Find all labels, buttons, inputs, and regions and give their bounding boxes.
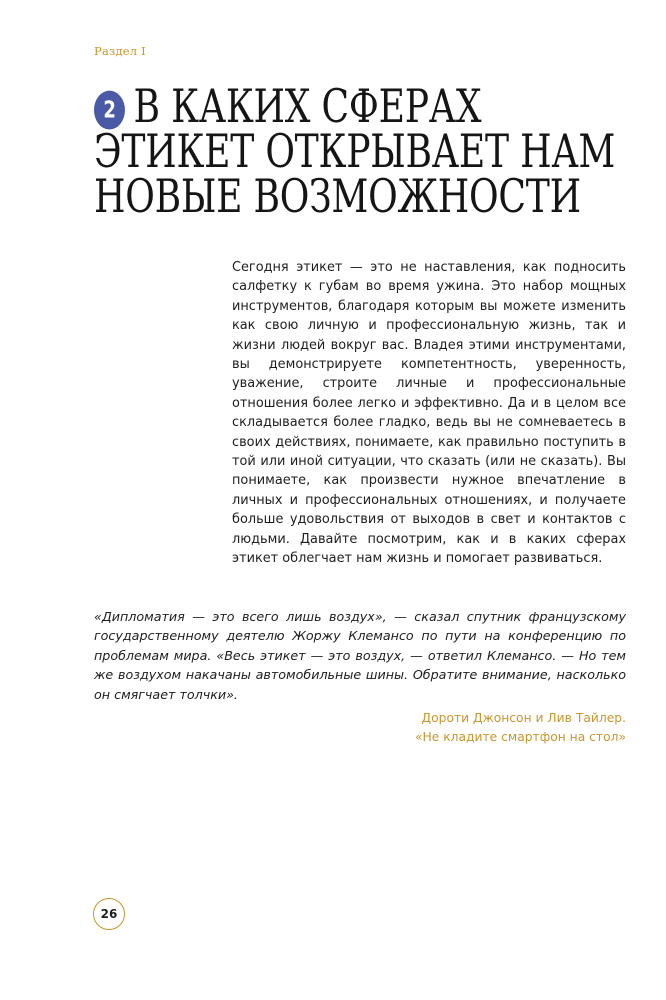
attribution-book: «Не кладите смартфон на стол» <box>414 730 626 745</box>
chapter-title <box>94 79 634 223</box>
section-label: Раздел I <box>94 44 146 58</box>
chapter-title-line-1 <box>94 79 558 133</box>
chapter-title-line-3: НОВЫЕ ВОЗМОЖНОСТИ <box>94 169 581 223</box>
page-number: 26 <box>93 898 125 930</box>
chapter-title-text-1: В КАКИХ СФЕРАХ <box>133 79 482 133</box>
attribution-authors: Дороти Джонсон и Лив Тайлер. <box>421 711 626 725</box>
chapter-number-badge: 2 <box>94 91 125 130</box>
quote-attribution <box>326 709 626 748</box>
body-paragraph: Сегодня этикет — это не наставления, как подносить салфетку к губам во время ужина. Это набор мощных инструментов, благодаря которым вы можете изменить как свою личную и профессиональную жизнь, так и жизни людей вокруг вас. Владея этими инструментами, вы демонстрируете компетентность, уверенность, уважение, строите личные и профессиональные отношения более легко и эффективно. Да и в целом все складывается более гладко, ведь вы не сомневаетесь в своих действиях, понимаете, как правильно поступить в той или иной ситуации, что сказать (или не сказать). Вы понимаете, как произвести нужное впечатление в личных и профессиональных отношениях, и получаете больше удовольствия от выходов в свет и контактов с людьми. Давайте посмотрим, как и в каких сферах этикет облегчает нам жизнь и помогает развиваться. <box>232 260 626 567</box>
chapter-title-line-2: ЭТИКЕТ ОТКРЫВАЕТ НАМ <box>94 124 616 178</box>
epigraph-quote: «Дипломатия — это всего лишь воздух», — сказал спутник французскому государственному деятелю Жоржу Клемансо по пути на конференцию по проблемам мира. «Весь этикет — это воздух, — ответил Клемансо. — Но тем же воздухом накачаны автомобильные шины. Обратите внимание, насколько он смягчает толчки». <box>94 609 626 702</box>
